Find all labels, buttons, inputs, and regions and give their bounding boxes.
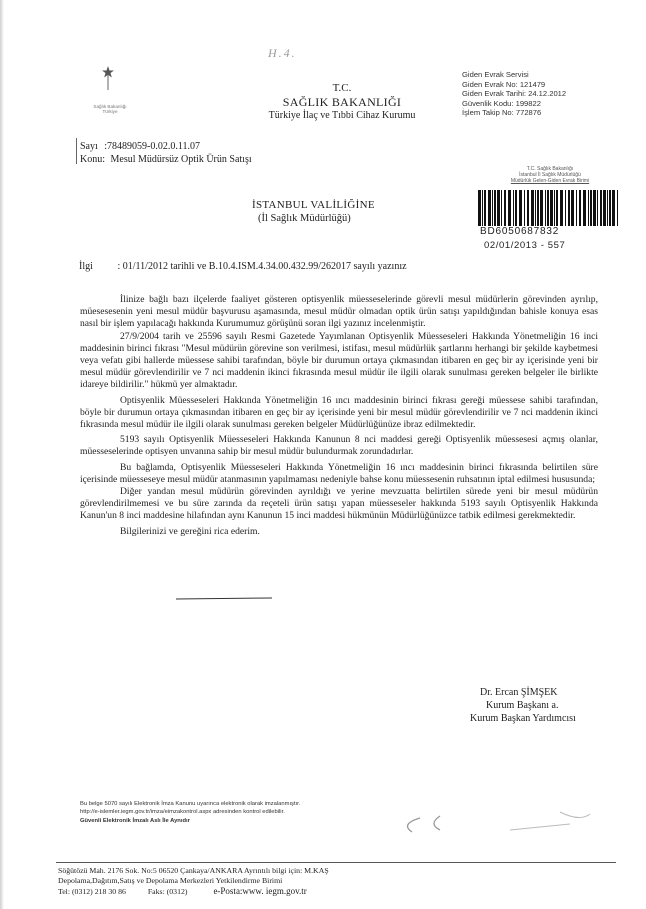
barcode-bar xyxy=(488,190,491,226)
barcode-bar xyxy=(497,190,500,226)
barcode-bar xyxy=(554,190,555,226)
footer-rule xyxy=(56,862,616,863)
recipient-sub: (İl Sağlık Müdürlüğü) xyxy=(258,213,351,224)
stamp-line-3: Müdürlük Gelen-Giden Evrak Birimi xyxy=(510,178,590,185)
stamp-line-2: İstanbul İl Sağlık Müdürlüğü xyxy=(519,172,581,179)
barcode-bar xyxy=(568,190,570,226)
e-signature-note xyxy=(80,800,300,825)
crescent-star-icon xyxy=(86,62,130,106)
footer xyxy=(58,866,578,897)
konu-row xyxy=(80,153,252,166)
outgoing-number: Giden Evrak No: 121479 xyxy=(462,79,546,89)
tc-label: T.C. xyxy=(332,82,352,94)
barcode-bar xyxy=(492,190,493,226)
barcode-bar xyxy=(550,190,553,226)
barcode-bars xyxy=(478,190,620,226)
barcode-bar xyxy=(527,190,529,226)
signatory-title-1: Kurum Başkanı a. xyxy=(486,700,559,711)
footer-fax: Faks: (0312) xyxy=(147,887,188,896)
barcode-bar xyxy=(593,190,596,226)
barcode-bar xyxy=(537,190,539,226)
footer-unit: Depolama,Dağıtım,Satış ve Depolama Merkezleri Yetkilendirme Birimi xyxy=(58,876,283,885)
barcode-bar xyxy=(508,190,511,226)
barcode-bar xyxy=(571,190,574,226)
ministry-logo xyxy=(86,62,130,106)
outgoing-service: Giden Evrak Servisi xyxy=(462,70,529,79)
barcode-bar xyxy=(603,190,606,226)
recipient-name: İSTANBUL VALİLİĞİNE xyxy=(252,199,375,211)
barcode-bar xyxy=(504,190,506,226)
footer-contacts xyxy=(58,886,578,897)
barcode-bar xyxy=(540,190,543,226)
barcode-bar xyxy=(609,190,611,226)
barcode-bar xyxy=(494,190,496,226)
barcode-bar xyxy=(583,190,586,226)
handwritten-underline xyxy=(176,595,272,599)
logo-label xyxy=(82,104,138,114)
paragraph-6: Diğer yandan mesul müdürün görevinden ayrıldığı ve yerine mevzuatta belirtilen sürede yeni bir mesul müdürün görevlendirilmemesi ve bu süre zarında da reçeteli ürün satışı yapan müesseseler hakkında 5193 sayılı Optisyenlik Hakkında Kanun'un 8 inci maddesine hilafından aynı Kanunun 15 inci maddesi hükmünün Müdürlüğünüzce tatbik edilmesi gerekmektedir. xyxy=(80,486,598,522)
agency-name: Türkiye İlaç ve Tıbbi Cihaz Kurumu xyxy=(268,110,416,121)
paragraph-3: Optisyenlik Müesseseleri Hakkında Yönetmeliğin 16 ıncı maddesinin birinci fıkrası gereği müessese sahibi tarafından, böyle bir durumun ortaya çıkmasından itibaren en geç bir ay içerisinde yeni bir mesul müdür görevlendirilir ve 7 nci maddenin ikinci fıkrasında mesul müdür ile ilgili olarak sunulması gereken belgeler Müdürlüğünüze ibraz edilmektedir. xyxy=(80,394,598,431)
recipient-block xyxy=(252,198,412,225)
scan-edge xyxy=(0,0,4,909)
barcode-bar xyxy=(482,190,483,226)
barcode-bar xyxy=(556,190,558,226)
footer-tel: Tel: (0312) 218 30 86 xyxy=(58,887,126,896)
footer-address: Söğütözü Mah. 2176 Sok. No:5 06520 Çankaya/ANKARA Ayrıntılı bilgi için: M.KAŞ xyxy=(58,866,329,875)
paragraph-2: 27/9/2004 tarih ve 25596 sayılı Resmi Gazetede Yayımlanan Optisyenlik Müesseseleri Hakkında Yönetmeliğin 16 inci maddesinin birinci fıkrası "Mesul müdürün görevine son verilmesi, istifası, mesul müdürlük şartlarını herhangi bir şekilde kaybetmesi veya vefatı gibi hallerde müessese sahibi tarafından, böyle bir durumun ortaya çıkmasından itibaren en geç bir ay içerisinde yeni bir mesul müdür görevlendirilir ve 7 nci maddenin ikinci fıkrasında mesul müdür ile ilgili olarak sunulması gereken belgeler ile birlikte idareye bildirilir." hükmü yer almaktadır. xyxy=(80,330,598,391)
barcode-bar xyxy=(545,190,546,226)
ilgi-value: : 01/11/2012 tarihli ve B.10.4.ISM.4.34.00.432.99/262017 sayılı yazınız xyxy=(117,261,407,272)
barcode-bar xyxy=(560,190,563,226)
e-sign-link[interactable]: http://e-islemler.iegm.gov.tr/imza/eimzakontrol.aspx adresinden kontrol edilebilir. xyxy=(80,809,285,816)
konu-label: Konu: xyxy=(80,154,105,165)
handwritten-note: H.4. xyxy=(268,46,297,60)
signatory-title-2: Kurum Başkan Yardımcısı xyxy=(470,713,576,724)
barcode-bar xyxy=(519,190,522,226)
letterhead xyxy=(232,82,452,122)
barcode-bar xyxy=(513,190,514,226)
barcode-bar xyxy=(531,190,534,226)
incoming-stamp xyxy=(480,166,620,185)
reference-block xyxy=(80,140,252,166)
letter-body xyxy=(80,294,598,538)
handwritten-scribble xyxy=(360,808,600,848)
outgoing-info xyxy=(462,70,566,118)
outgoing-date: Giden Evrak Tarihi: 24.12.2012 xyxy=(462,89,567,99)
barcode-bar xyxy=(617,190,618,226)
signatory-name: Dr. Ercan ŞİMŞEK xyxy=(480,687,558,698)
ministry-name: SAĞLIK BAKANLIĞI xyxy=(282,95,402,109)
barcode-bar xyxy=(588,190,589,226)
barcode-bar xyxy=(524,190,525,226)
barcode-date: 02/01/2013 - 557 xyxy=(484,240,566,251)
margin-mark xyxy=(76,138,77,164)
logo-label-text: Sağlık Bakanlığı xyxy=(93,104,127,109)
sayi-row xyxy=(80,140,252,153)
e-sign-line-1: Bu belge 5070 sayılı Elektronik İmza Kanunu uyarınca elektronik olarak imzalanmıştır. xyxy=(80,801,301,807)
barcode-bar xyxy=(607,190,608,226)
barcode-bar xyxy=(612,190,615,226)
barcode-bar xyxy=(547,190,549,226)
tracking-number: İşlem Takip No: 772876 xyxy=(462,108,542,118)
paragraph-7: Bilgilerinizi ve gereğini rica ederim. xyxy=(120,525,260,537)
barcode xyxy=(478,190,620,226)
footer-email[interactable]: e-Posta:www. iegm.gov.tr xyxy=(213,886,307,896)
barcode-bar xyxy=(590,190,592,226)
paragraph-1: İlinize bağlı bazı ilçelerde faaliyet gösteren optisyenlik müesseselerinde görevli mesul müdürlerin görevinden ayrılıp, müesesesenin yeni mesul müdür başvurusu aşamasında, mesul müdür olmadan optik ürün satışı yapıldığından bahisle konuya esas nasıl bir işlem yapılacağı hakkında Kurumumuz görüşünü soran ilgi yazınız incelenmiştir. xyxy=(80,294,598,330)
barcode-bar xyxy=(478,190,481,226)
signature-block xyxy=(470,686,576,725)
paragraph-5: Bu bağlamda, Optisyenlik Müesseseleri Hakkında Yönetmeliğin 16 ıncı maddesinin birinci fıkrasında belirtilen süre içerisinde müesseseye mesul müdür atanmasının yapılmaması nedeniyle bahse konu müessesenin ruhsatının iptal edilmesi hususunda; xyxy=(80,461,598,485)
barcode-bar xyxy=(535,190,536,226)
konu-value: Mesul Müdürsüz Optik Ürün Satışı xyxy=(110,154,252,165)
security-code: Güvenlik Kodu: 199822 xyxy=(462,98,541,108)
barcode-bar xyxy=(600,190,602,226)
ilgi-row xyxy=(79,260,407,273)
barcode-code: BD6050687832 xyxy=(480,226,560,237)
ilgi-label: İlgi xyxy=(79,261,93,272)
paragraph-4: 5193 sayılı Optisyenlik Müesseseleri Hakkında Kanunun 8 nci maddesi gereği Optisyenlik müessesesi açmış olanlar, müesseselerinde optisyen unvanına sahip bir mesul müdür bulundurmak zorundadırlar. xyxy=(80,434,598,458)
barcode-bar xyxy=(597,190,598,226)
barcode-bar xyxy=(579,190,581,226)
sayi-value: :78489059-0.02.0.11.07 xyxy=(104,141,201,152)
barcode-bar xyxy=(484,190,486,226)
stamp-line-1: T.C. Sağlık Bakanlığı xyxy=(526,166,574,172)
sayi-label: Sayı xyxy=(80,141,98,152)
e-sign-line-3: Güvenli Elektronik İmzalı Aslı İle Aynıdır xyxy=(80,817,190,824)
barcode-bar xyxy=(565,190,566,226)
barcode-bar xyxy=(576,190,577,226)
logo-sub-text: Türkiye xyxy=(102,109,118,114)
barcode-bar xyxy=(515,190,517,226)
barcode-bar xyxy=(501,190,502,226)
